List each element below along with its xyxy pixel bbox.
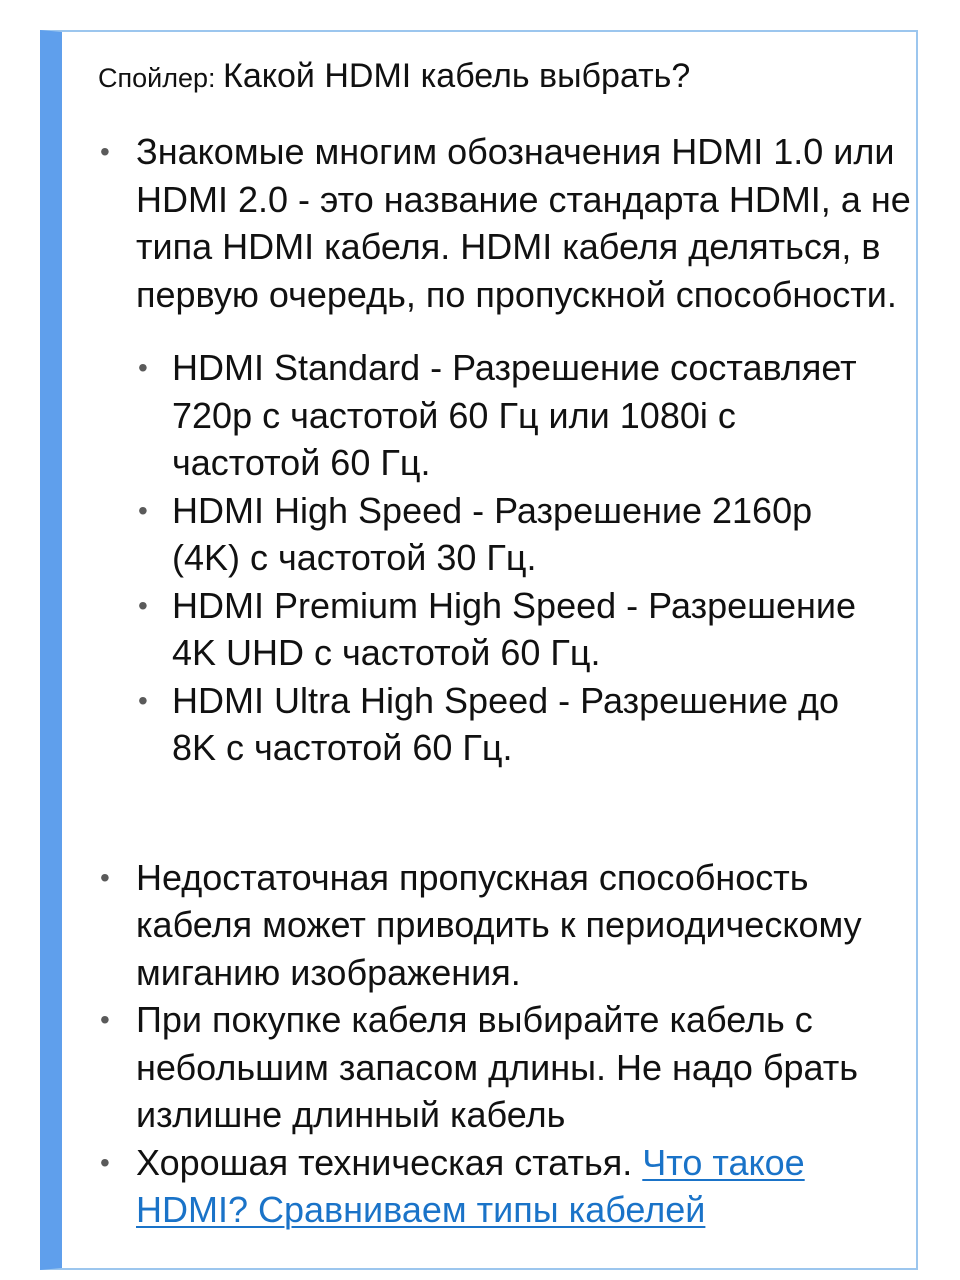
nested-list-item: • HDMI High Speed - Разрешение 2160p (4K) с частотой 30 Гц.	[136, 487, 876, 582]
spoiler-block	[40, 30, 918, 1270]
list-item	[80, 128, 912, 772]
list-item: • Недостаточная пропускная способность кабеля может приводить к периодическому миганию изображения.	[80, 854, 912, 997]
spoiler-title: Какой HDMI кабель выбрать?	[223, 57, 691, 95]
nested-list-item: • HDMI Standard - Разрешение составляет 720p с частотой 60 Гц или 1080i с частотой 60 Гц.	[136, 344, 876, 487]
bullet-list	[80, 128, 912, 1234]
nested-list-item: • HDMI Ultra High Speed - Разрешение до 8K с частотой 60 Гц.	[136, 677, 876, 772]
list-item-text: Хорошая техническая статья.	[136, 1141, 643, 1183]
nested-list-item: • HDMI Premium High Speed - Разрешение 4K UHD с частотой 60 Гц.	[136, 582, 876, 677]
spoiler-header[interactable]	[98, 56, 690, 103]
spoiler-prefix: Спойлер:	[98, 63, 224, 93]
list-item-text: Знакомые многим обозначения HDMI 1.0 или HDMI 2.0 - это название стандарта HDMI, а не типа HDMI кабеля. HDMI кабеля деляться, в первую очередь, по пропускной способности.	[136, 131, 911, 315]
list-item	[80, 1139, 912, 1234]
list-item: • При покупке кабеля выбирайте кабель с небольшим запасом длины. Не надо брать излишне длинный кабель	[80, 996, 912, 1139]
article-link[interactable]: Что такое HDMI? Сравниваем типы кабелей	[136, 1141, 805, 1230]
nested-bullet-list	[136, 344, 876, 772]
